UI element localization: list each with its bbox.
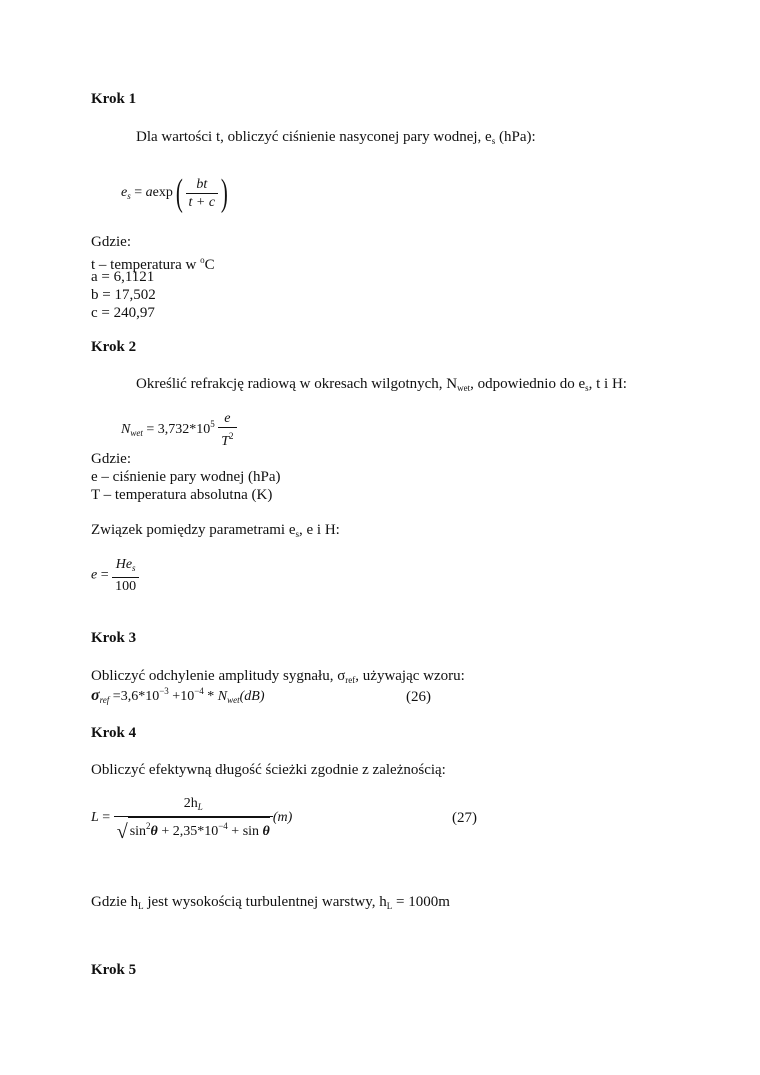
krok3-intro-sub: ref [345, 675, 356, 685]
nwet-eq: = [146, 422, 155, 438]
sigma-symbol: σ [91, 687, 100, 704]
l-eq: = [102, 810, 111, 826]
den-theta: θ [150, 824, 158, 839]
den-sup: 2 [146, 821, 151, 831]
den-sin: sin [129, 824, 147, 839]
krok2-sub-wet: wet [457, 383, 471, 393]
krok1-intro-sub: s [491, 136, 496, 146]
formula-fraction [186, 176, 219, 211]
krok2-where: Gdzie: [91, 451, 131, 467]
where-sub2: L [386, 901, 393, 911]
left-paren: ( [175, 172, 183, 214]
vapor-pressure-formula [91, 556, 139, 595]
sigma-n-sub: wet [227, 695, 240, 705]
krok1-intro-text: Dla wartości t, obliczyć ciśnienie nasyconej pary wodnej, e [136, 129, 492, 145]
nwet-denominator: T [221, 434, 230, 449]
formula-lhs: e [121, 185, 128, 201]
krok2-heading: Krok 2 [91, 339, 137, 355]
sigma-formula [91, 686, 265, 705]
relation-post: , e i H: [299, 522, 340, 538]
def-a: a = 6,1121 [91, 269, 155, 285]
relation-pre: Związek pomiędzy parametrami e [91, 522, 296, 538]
l-denominator [128, 817, 270, 840]
krok5-heading: Krok 5 [91, 962, 137, 978]
path-length-formula [91, 795, 292, 841]
l-unit: (m) [272, 810, 293, 826]
nwet-coef: 3,732*10 [157, 422, 211, 438]
e-num-sub: s [132, 563, 136, 573]
def-T: T – temperatura absolutna (K) [91, 487, 273, 503]
krok3-intro-post: , używając wzoru: [355, 668, 465, 684]
formula-eq: = [134, 185, 143, 201]
relation-text [91, 521, 340, 543]
krok2-intro-mid: , odpowiednio do e [470, 376, 586, 392]
nwet-den-sup: 2 [229, 431, 234, 441]
krok3-intro-text: Obliczyć odchylenie amplitudy sygnału, σ [91, 668, 346, 684]
nwet-numerator: e [218, 410, 236, 428]
sigma-mult: * [207, 689, 215, 704]
krok3-heading: Krok 3 [91, 630, 137, 646]
formula-exp: exp [152, 185, 173, 201]
fraction-denominator: t + c [188, 194, 216, 210]
where-mid: jest wysokością turbulentnej warstwy, h [143, 894, 387, 910]
sigma-unit: (dB) [239, 689, 265, 704]
sigma-t2-sup: −4 [194, 686, 204, 696]
refraction-formula [121, 410, 237, 450]
krok2-intro-text: Określić refrakcję radiową w okresach wilgotnych, N [136, 376, 458, 392]
eq-number-26: (26) [406, 689, 431, 705]
def-t-sup: o [200, 255, 205, 265]
relation-sub: s [295, 529, 300, 539]
def-t-text: t – temperatura w [91, 257, 201, 273]
nwet-sub: wet [130, 428, 143, 439]
den-sup2: −4 [218, 821, 228, 831]
l-numerator: 2h [183, 796, 198, 811]
eq-number-27: (27) [452, 810, 477, 826]
sigma-t1: 3,6*10 [120, 689, 160, 704]
e-fraction [112, 556, 139, 595]
sigma-t2: 10 [180, 689, 195, 704]
krok2-sub-s: s [585, 383, 589, 393]
e-lhs: e [91, 567, 98, 583]
krok1-heading: Krok 1 [91, 91, 137, 107]
right-paren: ) [220, 172, 228, 214]
def-b: b = 17,502 [91, 287, 156, 303]
den-mid: + 2,35*10 [157, 824, 219, 839]
where-post: = 1000m [392, 894, 450, 910]
l-num-sub: L [197, 802, 203, 812]
fraction-numerator: bt [186, 176, 219, 194]
krok2-intro [136, 375, 627, 397]
sigma-eq: = [112, 689, 121, 704]
sigma-n: N [217, 689, 228, 704]
def-e: e – ciśnienie pary wodnej (hPa) [91, 469, 281, 485]
krok1-where: Gdzie: [91, 234, 131, 250]
krok4-intro: Obliczyć efektywną długość ścieżki zgodnie z zależnością: [91, 762, 446, 778]
den-theta2: θ [262, 824, 270, 839]
formula-lhs-sub: s [127, 191, 131, 202]
def-t-post: C [204, 257, 215, 273]
sigma-sub: ref [99, 695, 110, 705]
e-denominator: 100 [115, 579, 137, 594]
krok1-intro [136, 128, 536, 150]
sigma-plus: + [172, 689, 181, 704]
sqrt-icon: √ [116, 821, 128, 843]
nwet-fraction [218, 410, 236, 450]
nwet-coef-sup: 5 [210, 419, 215, 430]
l-fraction [114, 795, 273, 841]
formula-a: a [145, 185, 153, 201]
where-pre: Gdzie h [91, 894, 139, 910]
sigma-t1-sup: −3 [159, 686, 169, 696]
l-lhs: L [91, 810, 99, 826]
def-c: c = 240,97 [91, 305, 155, 321]
krok2-intro-post: , t i H: [588, 376, 627, 392]
e-numerator: He [115, 557, 133, 572]
saturation-pressure-formula [121, 174, 231, 212]
krok4-heading: Krok 4 [91, 725, 137, 741]
e-eq: = [100, 567, 109, 583]
nwet-lhs: N [121, 422, 131, 438]
krok1-intro-post: (hPa): [495, 129, 536, 145]
krok4-where [91, 893, 450, 915]
den-post: + sin [227, 824, 263, 839]
where-sub: L [138, 901, 144, 911]
